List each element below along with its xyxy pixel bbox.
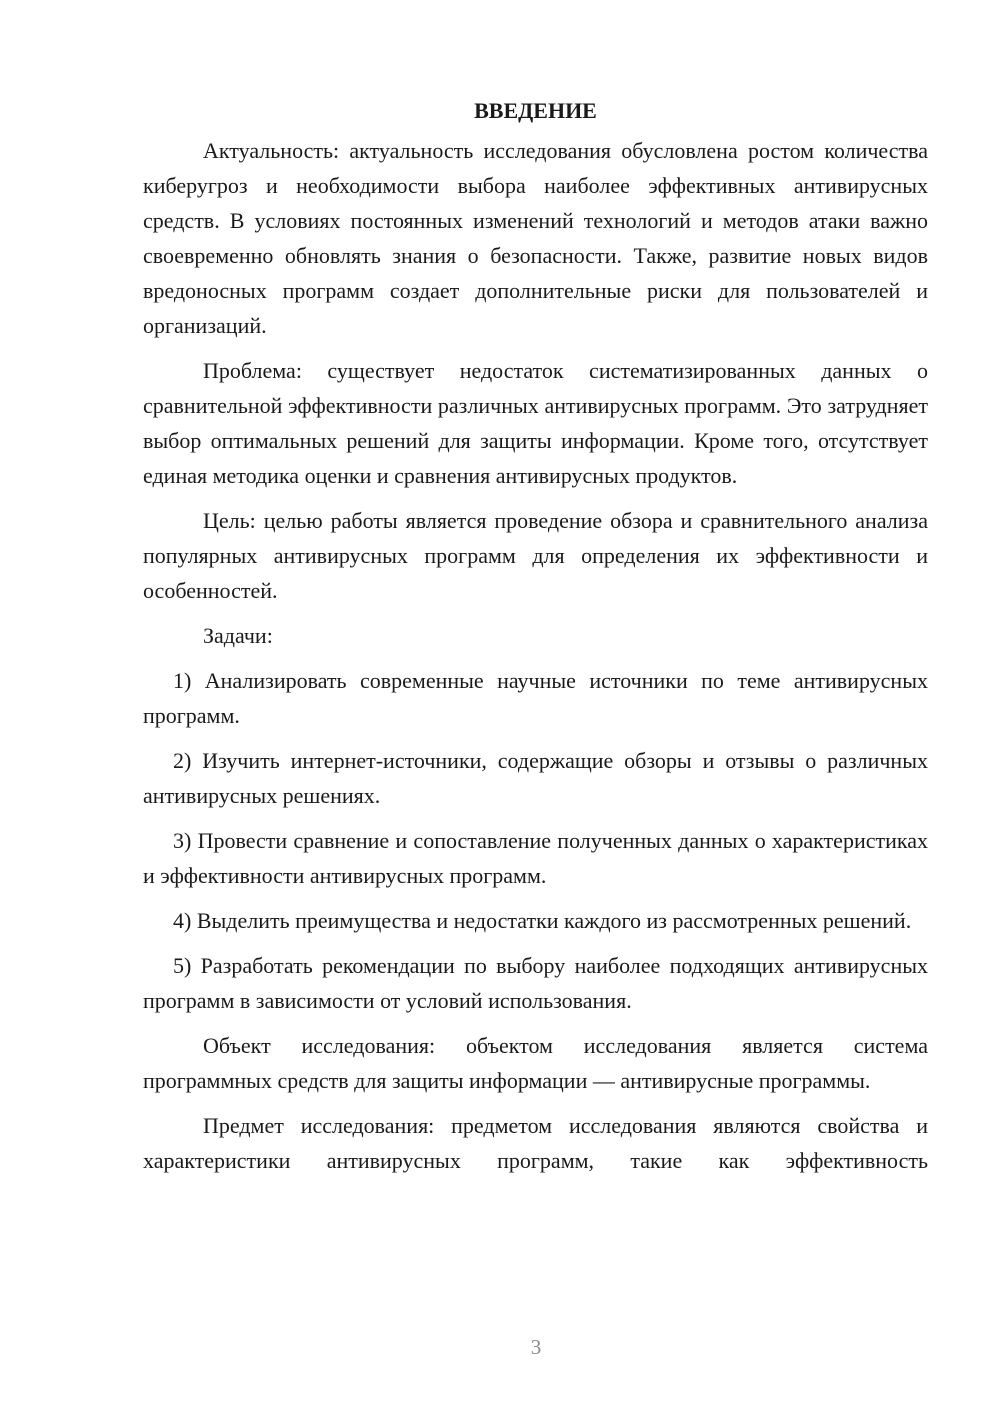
- paragraph-goal: Цель: целью работы является проведение обзора и сравнительного анализа популярных антивирусных программ для определения их эффективности и особенностей.: [143, 508, 928, 603]
- paragraph-subject: Предмет исследования: предметом исследования являются свойства и характеристики антивирусных программ, такие как эффективность: [143, 1113, 928, 1173]
- page-number: 3: [530, 1335, 542, 1359]
- task-item-2: 2) Изучить интернет-источники, содержащие обзоры и отзывы о различных антивирусных решениях.: [143, 748, 928, 808]
- tasks-heading: Задачи:: [203, 623, 273, 648]
- task-item-3: 3) Провести сравнение и сопоставление полученных данных о характеристиках и эффективности антивирусных программ.: [143, 828, 928, 888]
- paragraph-relevance: Актуальность: актуальность исследования обусловлена ростом количества киберугроз и необходимости выбора наиболее эффективных антивирусных средств. В условиях постоянных изменений технологий и методов атаки важно своевременно обновлять знания о безопасности. Также, развитие новых видов вредоносных программ создает дополнительные риски для пользователей и организаций.: [143, 138, 928, 338]
- task-item-1: 1) Анализировать современные научные источники по теме антивирусных программ.: [143, 668, 928, 728]
- document-body: [143, 92, 928, 1178]
- task-item-5: 5) Разработать рекомендации по выбору наиболее подходящих антивирусных программ в зависимости от условий использования.: [143, 953, 928, 1013]
- paragraph-object: Объект исследования: объектом исследования является система программных средств для защиты информации — антивирусные программы.: [143, 1033, 928, 1093]
- paragraph-problem: Проблема: существует недостаток систематизированных данных о сравнительной эффективности различных антивирусных программ. Это затрудняет выбор оптимальных решений для защиты информации. Кроме того, отсутствует единая методика оценки и сравнения антивирусных продуктов.: [143, 358, 928, 488]
- section-title: ВВЕДЕНИЕ: [474, 98, 597, 123]
- task-item-4: 4) Выделить преимущества и недостатки каждого из рассмотренных решений.: [173, 908, 912, 933]
